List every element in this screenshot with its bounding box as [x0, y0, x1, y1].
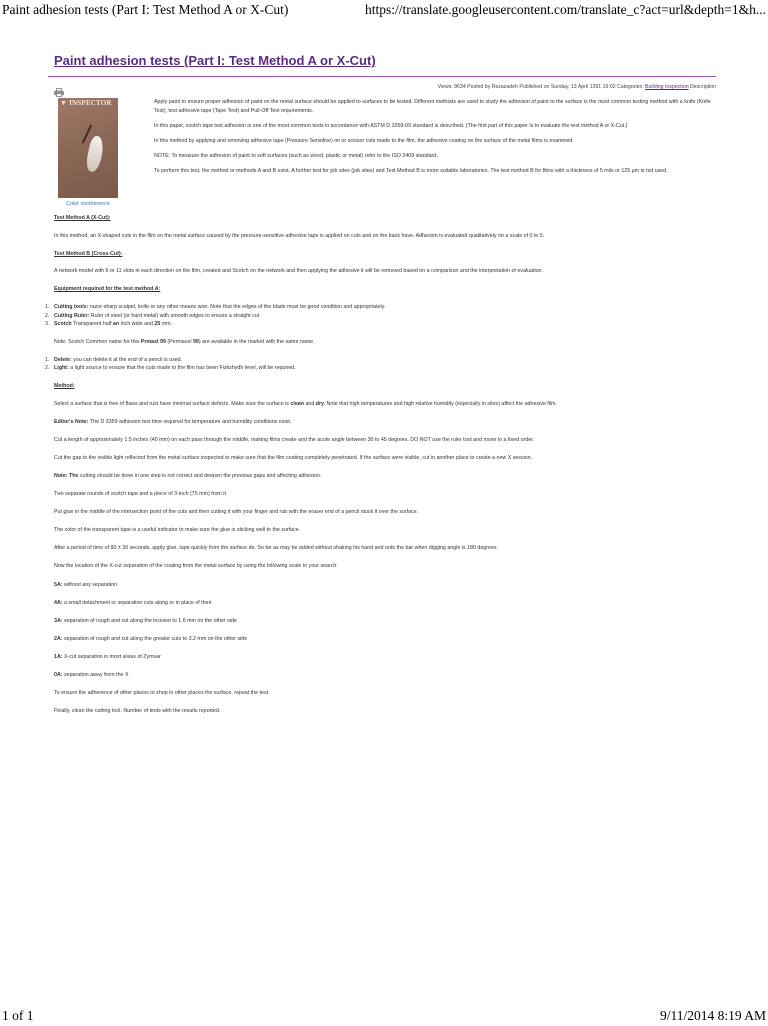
editor-note: Editor's Note: The D 3359 adhesion test time required for temperature and humidity conditions exist. [54, 418, 292, 425]
scale-item: 5A: without any separation [54, 581, 118, 588]
section-b-text: A network model with 6 or 11 slots in each direction on the film, created and Scotch on the network and then applying the adhesive it will be removed based on a comparison and the interpretation of evaluation. [54, 268, 543, 275]
tools-list [45, 356, 714, 373]
scale-item: 2A: separation of rough and cut along the greater cuts to 3.2 mm on the other side [54, 635, 248, 642]
intro-paragraph: Apply paint to ensure proper adhesion of paint on the metal surface should be applied to surfaces to be tested. Different methods are used to study the adhesion of paint to the surface is the most common testing method with a knife (Knife Test), test adhesive tape (Tape Test) and Pull-Off Test requirements. [154, 99, 711, 114]
meta-info: Views: 8634 Posted by Rezazadeh Published on Sunday, 13 April 1391 19:02 Categories: [437, 84, 644, 90]
method-paragraph: The color of the transparent tape is a useful indicator to make sure the glue is sticking well to the surface. [54, 527, 301, 534]
intro-paragraph: In this paper, scotch tape test adhesion is one of the most common tests in accordance with ASTM D 3359-09 standard is described. (The first part of this paper is to evaluate the test method A or X-Cut.) [154, 122, 628, 129]
section-a-heading: Test Method A (X-Cut): [54, 215, 111, 221]
list-item: 3. Scotch Transparent half an inch wide and 25 mm. [45, 321, 173, 328]
paint-scratch [84, 135, 105, 173]
equipment-heading: Equipment required for the test method A: [54, 286, 161, 293]
image-caption: Color incoherence [66, 201, 110, 207]
section-b-heading: Test Method B (Cross-Cut): [54, 250, 123, 257]
method-paragraph: Put glue in the middle of the intersection point of the cuts and then cutting it with your finger and rub with the eraser end of a pencil stuck it over the surface. [54, 509, 419, 516]
method-paragraph: Two separate rounds of scotch tape and a piece of 3-inch (75 mm) from it. [54, 491, 228, 498]
article-meta [438, 83, 716, 92]
intro-paragraph: NOTE: To measure the adhesion of paint to soft surfaces (such as wood, plastic or metal) refer to the ISO 2409 standard. [154, 152, 438, 159]
print-header [0, 0, 768, 20]
image-logo: ▼ INSPECTOR [60, 99, 112, 107]
meta-row [48, 83, 716, 97]
section-a-text: In this method, an X-shaped cuts in the film on the metal surface caused by the pressure-sensitive adhesive tape is applied on cuts and on the back have. Adhesion is evaluated qualitatively on a scale of 0 to 5. [54, 232, 545, 239]
printer-icon[interactable] [54, 84, 64, 93]
meta-description: Description [690, 84, 716, 90]
intro-paragraph: To perform this test, the method or methods A and B exist. A further test for job sites (job sites) and Test Method B is more suitable laboratories. The test method B for films with a thickness of 5 mils or 125 μm is not used. [154, 167, 668, 174]
method-heading: Method: [54, 383, 75, 390]
list-item: 1. Cutting tools: razor-sharp scalpel, knife or any other means won. Note that the edges of the blade must be good condition and appropriately. [45, 303, 386, 310]
scale-item: 3A: separation of rough and cut along the incision to 1.6 mm on the other side [54, 617, 237, 624]
scale-item: 1A: X-cut separation in most areas of Zymvar [54, 653, 161, 660]
article [45, 52, 716, 715]
list-item: 1. Delete: you can delete it at the end of a pencil is used. [45, 356, 183, 363]
print-footer [0, 1006, 768, 1026]
article-title-link[interactable]: Paint adhesion tests (Part I: Test Method A or X-Cut) [54, 53, 376, 68]
category-link[interactable]: Building Inspection [645, 84, 689, 90]
scale-item: 4A: a small detachment or separation cuts along or in place of their [54, 599, 212, 606]
method-paragraph: Select a surface that is free of flaws and rust have minimal surface defects. Make sure the surface is clean and dry. Note that high temperatures and high relative humidity (especially in sites) affect the adhesive film. [54, 400, 557, 407]
method-paragraph: Cut the gap to the visible light reflected from the metal surface inspected to make sure that the film coating completely penetrated. If the surface were visible, cut in another place to create a new X session. [54, 454, 533, 461]
intro-paragraph: In this method by applying and removing adhesive tape (Pressure Sensitive) on or scissor cuts made to the film, the adhesive coating on the surface of the metal films is examined. [154, 137, 574, 144]
print-header-title: Paint adhesion tests (Part I: Test Method A or X-Cut) [2, 2, 289, 17]
article-body [45, 214, 714, 725]
equipment-list [45, 303, 714, 329]
paint-sample-image [58, 98, 118, 198]
method-paragraph: Cut a length of approximately 1.5 inches (40 mm) on each pass through the middle, making films create and the acute angle between 30 to 45 degrees. DO NOT use the ruler tool and move in a fixed order. [54, 436, 535, 443]
scotch-note: Note: Scotch Common name for this Prmasl 99 (Permacel 99) are available in the market with the same name. [54, 338, 315, 345]
page-count: 1 of 1 [2, 1008, 34, 1023]
method-paragraph: Now the location of the X-cut separation of the coating from the metal surface by using the following scale to your search: [54, 563, 338, 570]
closing-paragraph: Finally, clean the cutting tool. Number of tests with the results reported. [54, 708, 221, 715]
list-item: 2. Cutting Ruler: Ruler of steel (or hard metal) with smooth edges to ensure a straight cut [45, 312, 260, 319]
closing-paragraph: To ensure the adherence of other places to shop in other places the surface, repeat the test. [54, 690, 270, 697]
method-paragraph: After a period of time of 90 ± 30 seconds, apply glue, tape quickly from the surface do. So far as may be added without shaking his hand and onto the bar when digging angle is 180 degrees. [54, 545, 499, 552]
print-header-url: https://translate.googleusercontent.com/translate_c?act=url&depth=1&h... [365, 2, 766, 17]
title-divider [48, 76, 716, 77]
scale-item: 0A: separation away from the X [54, 672, 129, 679]
image-logo-text: INSPECTOR [69, 99, 112, 107]
print-timestamp: 9/11/2014 8:19 AM [659, 1008, 766, 1023]
list-item: 2. Light: a light source to ensure that the cuts made to the film has been Fizkshydh level, will be required. [45, 365, 296, 372]
article-figure [54, 98, 134, 207]
intro-section [154, 98, 714, 182]
cutting-note: Note: The cutting should be done in one step is not correct and deepen the previous gaps and affecting adhesion. [54, 473, 322, 479]
